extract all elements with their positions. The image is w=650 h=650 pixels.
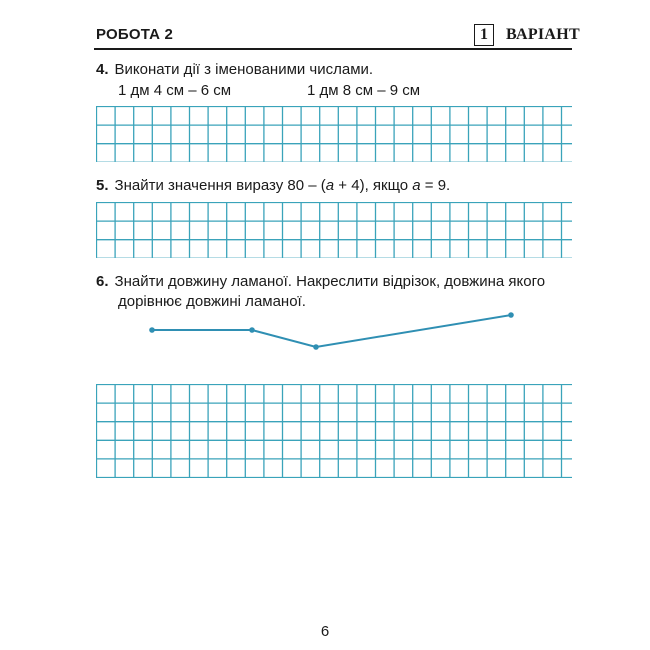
- work-title: РОБОТА 2: [96, 26, 174, 43]
- polyline-vertex: [313, 344, 319, 350]
- polyline-vertex: [149, 327, 155, 333]
- task-text-line-2: дорівнює довжині ламаної.: [118, 293, 306, 310]
- task-number: 4.: [96, 61, 109, 78]
- broken-line: [152, 315, 511, 347]
- task-number: 6.: [96, 273, 109, 290]
- expression-1: 1 дм 4 см – 6 см: [118, 82, 232, 99]
- task-text-line-1: Знайти довжину ламаної. Накреслити відрізок, довжина якого: [114, 273, 546, 290]
- task-text-part: = 9.: [420, 177, 451, 194]
- task-text: Виконати дії з іменованими числами.: [114, 61, 374, 78]
- variable-a: а: [412, 177, 421, 194]
- task-text-part: Знайти значення виразу 80 – (: [114, 177, 326, 194]
- answer-grid-task-6[interactable]: [96, 384, 572, 478]
- variant-number-box: 1: [474, 24, 494, 46]
- variable-a: а: [325, 177, 335, 194]
- task-number: 5.: [96, 177, 109, 194]
- polyline-vertex: [508, 312, 514, 318]
- task-text-part: + 4), якщо: [334, 177, 413, 194]
- polyline-vertex: [249, 327, 255, 333]
- variant-label: ВАРІАНТ: [506, 26, 580, 43]
- page-number: 6: [320, 623, 330, 640]
- expression-2: 1 дм 8 см – 9 см: [307, 82, 421, 99]
